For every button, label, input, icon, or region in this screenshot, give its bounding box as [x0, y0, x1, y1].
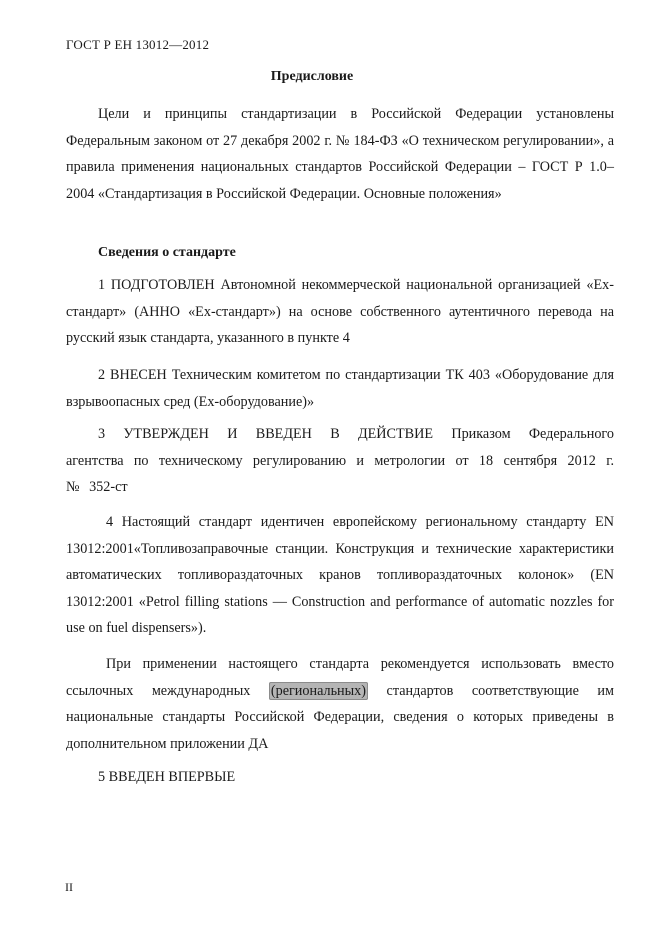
page-title: Предисловие [270, 69, 354, 84]
document-code: ГОСТ Р ЕН 13012—2012 [66, 37, 210, 52]
note-text-start: При применении настоящего стандарта рекомендуется использовать вместо ссылочных международных [66, 656, 614, 699]
intro-paragraph: Цели и принципы стандартизации в Российской Федерации установлены Федеральным законом от 27 декабря 2002 г. № 184-ФЗ «О техническом регулировании», а правила применения национальных стандартов Российской Федерации – ГОСТ Р 1.0–2004 «Стандартизация в Российской Федерации. Основные положения» [66, 106, 614, 202]
item-4-paragraph: 4 Настоящий стандарт идентичен европейскому региональному стандарту EN 13012:2001«Топливозаправочные станции. Конструкция и технические характеристики автоматических топливораздаточных кранов топливораздаточных колонок» (EN 13012:2001 «Petrol filling stations — Construction and performance of automatic nozzles for use on fuel dispensers»). [66, 514, 614, 636]
item-2-paragraph: 2 ВНЕСЕН Техническим комитетом по стандартизации ТК 403 «Оборудование для взрывоопасных сред (Ех-оборудование)» [66, 367, 614, 410]
item-1-paragraph: 1 ПОДГОТОВЛЕН Автономной некоммерческой национальной организацией «Ех-стандарт» (АННО «Ех-стандарт») на основе собственного аутентичного перевода на русский язык стандарта, указанного в пункте 4 [66, 277, 614, 346]
item-3-paragraph: 3 УТВЕРЖДЕН И ВВЕДЕН В ДЕЙСТВИЕ Приказом Федерального агентства по техническому регулированию и метрологии от 18 сентября 2012 г. № 352-ст [66, 426, 614, 495]
highlighted-term: (региональных) [270, 682, 367, 699]
note-text-end: стандартов соответствующие им национальные стандарты Российской Федерации, сведения о которых приведены в дополнительном приложении ДА [66, 682, 614, 752]
item-5-paragraph: 5 ВВЕДЕН ВПЕРВЫЕ [98, 769, 236, 785]
note-paragraph [66, 651, 614, 757]
page-number: II [65, 880, 73, 894]
section-title: Сведения о стандарте [98, 245, 236, 260]
